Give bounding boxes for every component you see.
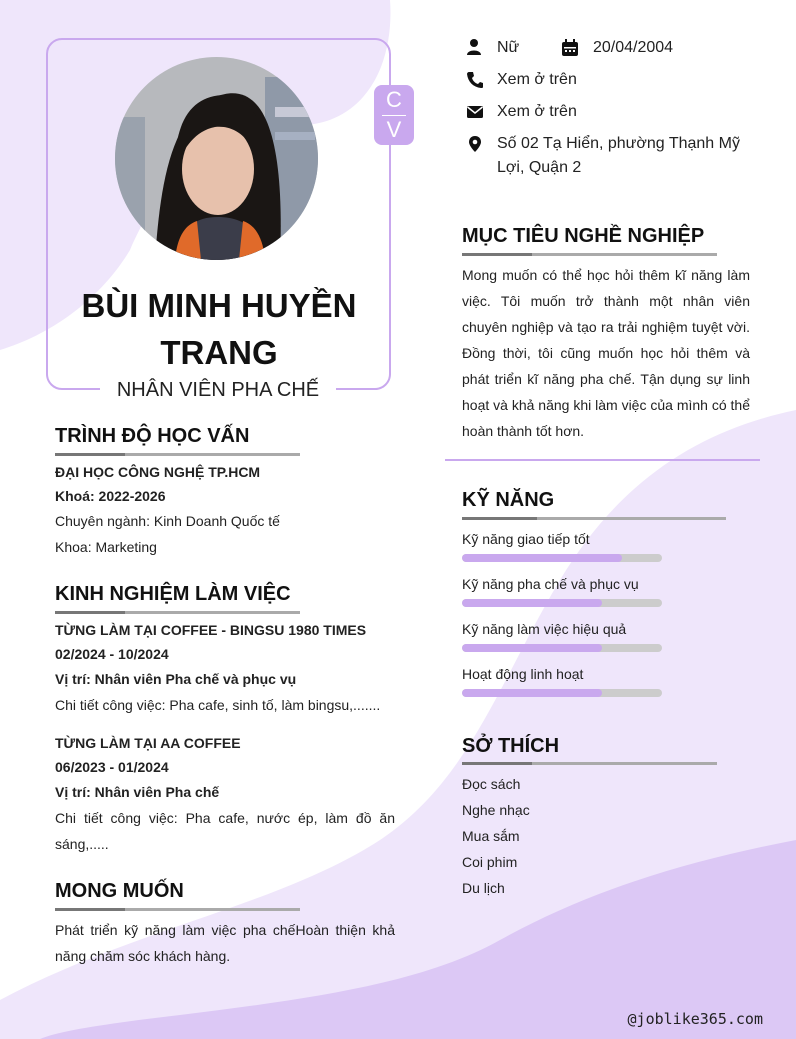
objective-text: Mong muốn có thể học hỏi thêm kĩ năng làm việc. Tôi muốn trở thành một nhân viên chuyên nghiệp và tạo ra trải nghiệm tuyệt vời. Đồng thời, tôi cũng muốn học hỏi thêm và phát triển kĩ năng pha chế. Tận dụng sự linh hoạt và khả năng khi làm việc của mình có thể hoàn thành tốt hơn. <box>462 267 750 439</box>
cv-badge-top: C <box>386 87 402 112</box>
hobbies-rule <box>462 762 717 765</box>
skill-bar <box>462 689 662 697</box>
hobby-item: Mua sắm <box>462 828 520 844</box>
contact-email: Xem ở trên <box>497 103 577 120</box>
education-rule <box>55 453 300 456</box>
skill-label: Kỹ năng pha chế và phục vụ <box>462 576 639 592</box>
objective-title: MỤC TIÊU NGHỀ NGHIỆP <box>462 225 705 247</box>
education-school: ĐẠI HỌC CÔNG NGHỆ TP.HCM <box>55 464 261 480</box>
skill-bar <box>462 644 662 652</box>
skill-bar <box>462 599 662 607</box>
location-pin-icon <box>466 135 484 158</box>
skill-bar-fill <box>462 689 602 697</box>
hobby-item: Đọc sách <box>462 776 521 792</box>
hobbies-title: SỞ THÍCH <box>462 735 560 757</box>
objective-rule <box>462 253 717 256</box>
hobby-item: Coi phim <box>462 854 518 870</box>
job-company: TỪNG LÀM TẠI AA COFFEE <box>55 735 241 751</box>
job-detail: Chi tiết công việc: Pha cafe, sinh tố, làm bingsu,....... <box>55 697 381 713</box>
skills-rule <box>462 517 726 520</box>
skill-label: Kỹ năng giao tiếp tốt <box>462 531 590 547</box>
wish-rule <box>55 908 300 911</box>
contact-address: Số 02 Tạ Hiển, phường Thạnh Mỹ Lợi, Quận 2 <box>497 135 740 176</box>
skill-bar-fill <box>462 644 602 652</box>
cv-badge <box>374 85 414 145</box>
education-course: Khoá: 2022-2026 <box>55 488 166 504</box>
education-major: Chuyên ngành: Kinh Doanh Quốc tế <box>55 513 280 529</box>
candidate-name: BÙI MINH HUYỀN TRANG <box>81 287 357 371</box>
contact-gender: Nữ <box>497 39 520 56</box>
contact-birthdate: 20/04/2004 <box>593 39 674 56</box>
education-title: TRÌNH ĐỘ HỌC VẤN <box>55 425 250 447</box>
hobby-item: Nghe nhạc <box>462 802 530 818</box>
education-faculty: Khoa: Marketing <box>55 539 157 555</box>
skill-bar-fill <box>462 599 602 607</box>
candidate-position: NHÂN VIÊN PHA CHẾ <box>100 376 336 404</box>
skill-label: Kỹ năng làm việc hiệu quả <box>462 621 627 637</box>
watermark-text: @joblike365.com <box>627 1010 763 1028</box>
job-period: 02/2024 - 10/2024 <box>55 646 169 662</box>
email-icon <box>466 103 484 126</box>
cv-badge-bottom: V <box>386 117 402 142</box>
job-detail: Chi tiết công việc: Pha cafe, nước ép, làm đồ ăn sáng,..... <box>55 810 395 852</box>
profile-photo <box>115 57 318 260</box>
wish-title: MONG MUỐN <box>55 880 184 902</box>
job-role: Vị trí: Nhân viên Pha chế và phục vụ <box>55 671 297 687</box>
skills-title: KỸ NĂNG <box>462 489 555 511</box>
user-icon <box>465 38 483 61</box>
experience-rule <box>55 611 300 614</box>
cv-badge-divider <box>382 115 406 116</box>
skill-bar <box>462 554 662 562</box>
skill-label: Hoạt động linh hoạt <box>462 666 584 682</box>
job-role: Vị trí: Nhân viên Pha chế <box>55 784 220 800</box>
section-divider <box>445 459 760 461</box>
skill-bar-fill <box>462 554 622 562</box>
job-period: 06/2023 - 01/2024 <box>55 759 169 775</box>
contact-phone: Xem ở trên <box>497 71 577 88</box>
wish-text: Phát triển kỹ năng làm việc pha chếHoàn thiện khả năng chăm sóc khách hàng. <box>55 922 395 964</box>
experience-title: KINH NGHIỆM LÀM VIỆC <box>55 583 291 605</box>
hobby-item: Du lịch <box>462 880 505 896</box>
job-company: TỪNG LÀM TẠI COFFEE - BINGSU 1980 TIMES <box>55 622 367 638</box>
phone-icon <box>466 71 484 94</box>
calendar-icon <box>561 39 579 62</box>
